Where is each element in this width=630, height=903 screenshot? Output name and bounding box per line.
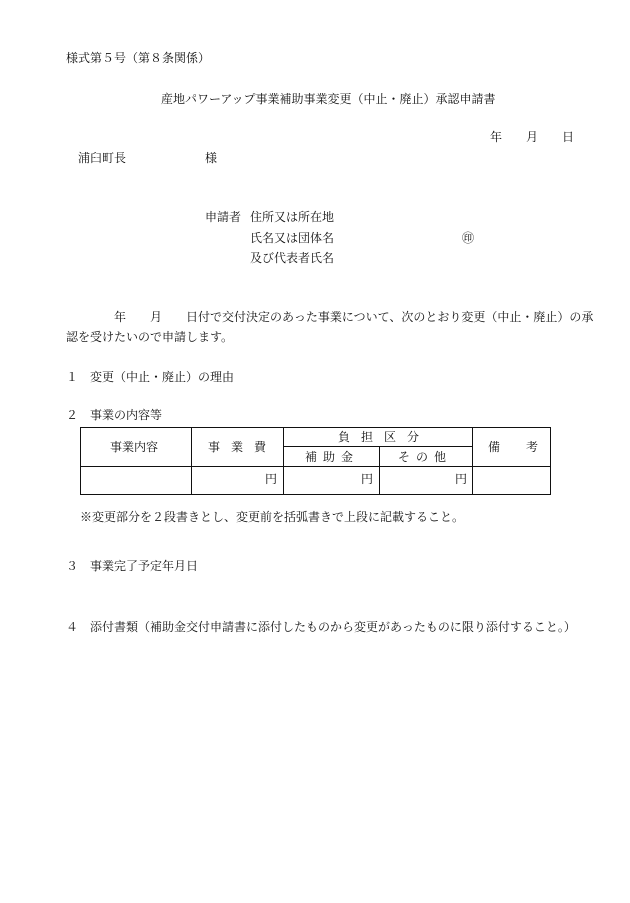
section-2-heading: ２ 事業の内容等 [66, 408, 163, 422]
header-project-cost: 事業費 [208, 440, 278, 454]
document-title: 産地パワーアップ事業補助事業変更（中止・廃止）承認申請書 [161, 92, 496, 106]
table-note: ※変更部分を２段書きとし、変更前を括弧書きで上段に記載すること。 [80, 510, 465, 524]
applicant-name-label: 氏名又は団体名 [250, 231, 335, 245]
section-3-heading: ３ 事業完了予定年月日 [66, 559, 199, 573]
table-divider-v1 [191, 427, 192, 495]
header-remarks: 備考 [488, 440, 565, 454]
body-text-line-2: 認を受けたいので申請します。 [66, 330, 234, 344]
body-text-line-1: 年 月 日付で交付決定のあった事業について、次のとおり変更（中止・廃止）の承 [66, 310, 594, 324]
table-divider-h2 [80, 466, 551, 467]
date-year-label: 年 [490, 130, 503, 144]
addressee-name: 浦臼町長 [78, 151, 127, 165]
date-month-label: 月 [526, 130, 539, 144]
table-divider-v3 [379, 447, 380, 495]
subsidy-yen-unit: 円 [361, 472, 374, 486]
header-subsidy: 補助金 [305, 450, 360, 464]
applicant-label: 申請者 [205, 210, 242, 224]
section-1-heading: １ 変更（中止・廃止）の理由 [66, 370, 235, 384]
table-divider-v2 [283, 427, 284, 495]
other-yen-unit: 円 [455, 472, 468, 486]
header-project-content: 事業内容 [110, 440, 159, 454]
table-border-bottom [80, 494, 551, 495]
section-4-heading: ４ 添付書類（補助金交付申請書に添付したものから変更があったものに限り添付すること。） [66, 620, 576, 634]
addressee-honorific: 様 [205, 151, 218, 165]
table-divider-v4 [472, 427, 473, 495]
table-border-right [550, 427, 551, 495]
table-border-top [80, 427, 551, 428]
applicant-address-label: 住所又は所在地 [250, 210, 335, 224]
date-day-label: 日 [562, 130, 575, 144]
form-number: 様式第５号（第８条関係） [66, 51, 211, 65]
header-burden-category: 負担区分 [338, 430, 431, 444]
table-divider-h1 [283, 446, 473, 447]
cost-yen-unit: 円 [265, 472, 278, 486]
header-other: その他 [398, 450, 453, 464]
seal-mark: ㊞ [462, 231, 475, 245]
applicant-representative-label: 及び代表者氏名 [250, 251, 335, 265]
table-border-left [80, 427, 81, 495]
project-content-table [80, 427, 565, 495]
